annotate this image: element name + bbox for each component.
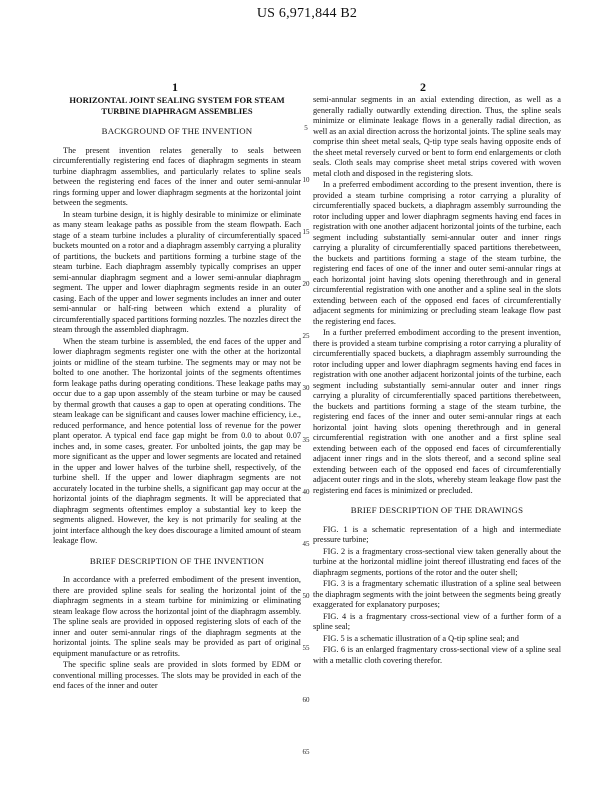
line-number: 20 — [302, 280, 310, 288]
column-number-left: 1 — [172, 80, 178, 94]
line-number: 35 — [302, 436, 310, 444]
line-number: 60 — [302, 696, 310, 704]
right-column — [313, 95, 561, 667]
patent-number: US 6,971,844 B2 — [256, 6, 358, 21]
line-number: 10 — [302, 176, 310, 184]
left-column — [53, 95, 301, 693]
line-number: 30 — [302, 384, 310, 392]
figure-description: FIG. 1 is a schematic representation of a high and intermediate pressure turbine; — [313, 524, 561, 544]
line-number: 40 — [302, 488, 310, 496]
figure-description: FIG. 5 is a schematic illustration of a Q-tip spline seal; and — [323, 633, 519, 643]
figure-description: FIG. 2 is a fragmentary cross-sectional view taken generally about the turbine at the horizontal midline joint thereof illustrating end faces of the diaphragm segments, portions of the rotor and the outer shell; — [313, 546, 561, 577]
line-number: 50 — [302, 592, 310, 600]
figure-description: FIG. 6 is an enlarged fragmentary cross-sectional view of a spline seal with a metallic cloth covering therefor. — [313, 645, 561, 665]
paragraph: In steam turbine design, it is highly desirable to minimize or eliminate as many steam leakage paths as possible from the steam flowpath. Each stage of a steam turbine includes a plurality of circumferentially spaced buckets mounted on a rotor and a diaphragm assembly carrying a plurality of partitions, the buckets and partitions forming a turbine stage of the steam turbine. Each diaphragm assembly typically comprises an upper semi-annular diaphragm segment and a lower semi-annular diaphragm segment. The upper and lower diaphragm segments reside in an outer casing. Each of the upper and lower segments includes an inner and outer semi-annular or half-ring between which extend a plurality of circumferentially spaced partitions forming nozzles. The nozzles direct the steam through the assembled diaphragm. — [53, 209, 301, 334]
patent-title: HORIZONTAL JOINT SEALING SYSTEM FOR STEAM TURBINE DIAPHRAGM ASSEMBLIES — [69, 95, 285, 116]
line-number: 45 — [302, 540, 310, 548]
line-number: 65 — [302, 748, 310, 756]
paragraph: semi-annular segments in an axial extending direction, as well as a generally radially outwardly extending direction. Thus, the spline seals minimize or eliminate leakage flows in a generally radial direction, as well as an axial direction across the horizontal joints. The spline seals may comprise thin sheet metal seals, Q-tip type seals having opposite ends of the sheet metal reversely curved or bent to form end enlargements or cloth seals. Cloth seals may comprise sheet metal strips covered with woven metal cloth and disposed in the registering slots. — [313, 95, 561, 178]
paragraph: In a preferred embodiment according to the present invention, there is provided a steam turbine comprising a rotor carrying a plurality of circumferentially spaced buckets, a diaphragm assembly surrounding the rotor including upper and lower diaphragm segments having end faces in registration with one another adjacent horizontal joints of the turbine, each segment including substantially semi-annular outer and inner rings carrying a plurality of circumferentially spaced partitions therebetween, the buckets and partitions forming a stage of the steam turbine, the registering end faces of one of the inner and outer semi-annular rings at each horizontal joint having slots opening therethrough and in general circumferential registration with one another and a spline seal in the slots extending between each of the opposed end faces of circumferentially adjacent segments for minimizing or precluding steam leakage flow past the registering end faces. — [313, 180, 561, 326]
column-number-right: 2 — [420, 80, 426, 94]
heading-drawings: BRIEF DESCRIPTION OF THE DRAWINGS — [350, 505, 524, 515]
paragraph: When the steam turbine is assembled, the end faces of the upper and lower diaphragm segments register one with the other at the horizontal joints or midline of the steam turbine. The segments may or may not be bolted to one another. The horizontal joints of the segments oftentimes form leakage paths during operating conditions. These leakage paths may occur due to a gap upon assembly of the steam turbine or may be caused by thermal growth that causes a gap to open at operating conditions. The steam leakage can be significant and causes lower machine efficiency, i.e., reduced performance, and hence potential loss of revenue for the power plant operator. A typical end face gap might be from 0.0 to about 0.07 inches and, in some cases, greater. For unbolted joints, the gap may be more significant as the upper and lower segments are located and retained in the upper and lower halves of the turbine shell, respectively, of the turbine shell. If the upper and lower diaphragm segments are not accurately located in the turbine shells, a significant gap may occur at the horizontal joints of the diaphragm segments. It will be appreciated that diaphragm segments oftentimes employ a substantial key to keep the segments aligned. However, the key is not primarily for sealing at the joint interface although the key does discourage a limited amount of steam leakage flow. — [53, 336, 301, 545]
line-number: 25 — [302, 332, 310, 340]
figure-description: FIG. 3 is a fragmentary schematic illustration of a spline seal between the diaphragm segments with the joint between the segments being greatly exaggerated for explanatory purposes; — [313, 579, 561, 609]
paragraph: In accordance with a preferred embodiment of the present invention, there are provided spline seals for sealing the horizontal joint of the diaphragm segments in a steam turbine for minimizing or eliminating steam leakage flow across the horizontal joint of the diaphragm assembly. The spline seals are provided in opposed registering slots of each of the inner and outer semi-annular rings of the diaphragm segments at the horizontal joints. The spline seals may be provided as part of original equipment manufacture or as retrofits. — [53, 575, 301, 658]
paragraph: The specific spline seals are provided in slots formed by EDM or conventional milling processes. The slots may be provided in each of the end faces of the inner and outer — [53, 660, 301, 690]
line-number: 5 — [304, 124, 308, 132]
line-number: 55 — [302, 644, 310, 652]
paragraph: The present invention relates generally to seals between circumferentially registering end faces of diaphragm segments in steam turbine diaphragm assemblies, and particularly relates to spline seals between the registering end faces of the inner and outer semi-annular rings forming upper and lower diaphragm segments at the horizontal joint between the segments. — [53, 145, 301, 207]
heading-background: BACKGROUND OF THE INVENTION — [101, 126, 253, 136]
paragraph: In a further preferred embodiment according to the present invention, there is provided a steam turbine comprising a rotor carrying a plurality of circumferentially spaced buckets, a diaphragm assembly surrounding the rotor including upper and lower diaphragm segments having end faces in registration with one another adjacent horizontal joints of the turbine, each segment including substantially semi-annular outer and inner rings carrying a plurality of circumferentially spaced partitions therebetween, the buckets and partitions forming a stage of the steam turbine, the registering end faces of the inner and outer semi-annular rings at each horizontal joint having slots opening therethrough and in general circumferential registration with one another and a first spline seal extending between each of the opposed end faces of circumferentially adjacent inner rings and in the slots thereof, and a second spline seal extending between each of the opposed end faces of circumferentially adjacent outer rings and in the slots, whereby steam leakage flow past the registering end faces is minimized or precluded. — [313, 328, 561, 495]
line-number: 15 — [302, 228, 310, 236]
figure-description: FIG. 4 is a fragmentary cross-sectional view of a further form of a spline seal; — [313, 611, 561, 631]
heading-brief-description: BRIEF DESCRIPTION OF THE INVENTION — [89, 555, 265, 566]
